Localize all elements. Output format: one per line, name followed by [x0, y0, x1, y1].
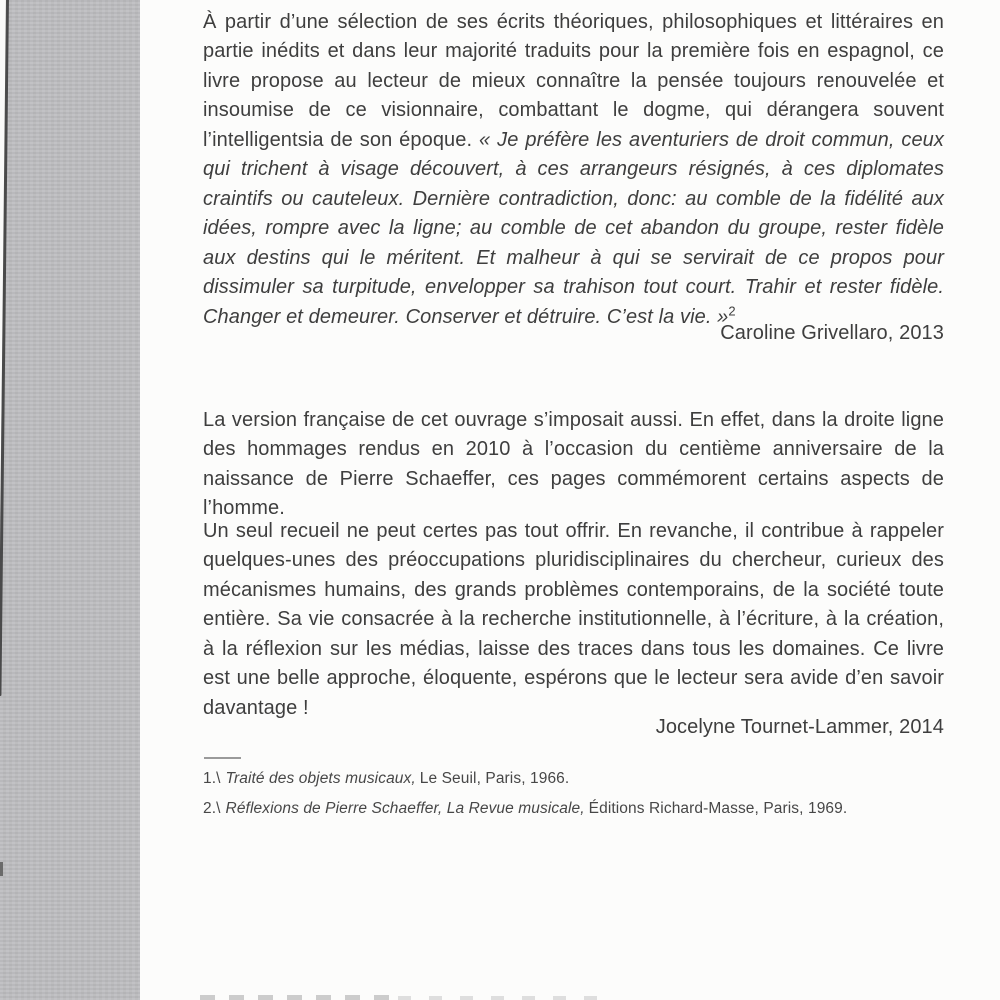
cutoff-line-artifact-dark: [200, 995, 395, 1000]
footnote-1: [203, 770, 944, 788]
paragraph-version-francaise: La version française de cet ouvrage s’imposait aussi. En effet, dans la droite ligne des hommages rendus en 2010 à l’occasion du centième anniversaire de la naissance de Pierre Schaeffer, ces pages commémorent certains aspects de l’homme.: [203, 409, 944, 520]
schaeffer-quote-italic: « Je préfère les aventuriers de droit commun, ceux qui trichent à visage découvert, à ces arrangeurs résignés, à ces diplomates craintifs ou cauteleux. Dernière contradiction, donc: au comble de la fidélité aux idées, rompre avec la ligne; au comble de cet abandon du groupe, rester fidèle aux destins qui le méritent. Et malheur à qui se servirait de ce propos pour dissimuler sa turpitude, envelopper sa trahison tout court. Trahir et rester fidèle. Changer et demeurer. Conserver et détruire. C’est la vie. »: [203, 128, 945, 328]
paragraph-un-seul-recueil: Un seul recueil ne peut certes pas tout offrir. En revanche, il contribue à rappeler quelques-unes des préoccupations pluridisciplinaires du chercheur, curieux des mécanismes humains, des grands problèmes contemporains, de la société toute entière. Sa vie consacrée à la recherche institutionnelle, à l’écriture, à la création, à la réflexion sur les médias, laisse des traces dans tous les domaines. Ce livre est une belle approche, éloquente, espérons que le lecteur sera avide d’en savoir davantage !: [203, 520, 944, 719]
footnote-separator-rule: [204, 757, 241, 759]
footnote-2-publisher: Éditions Richard-Masse, Paris, 1969.: [588, 800, 848, 817]
footnote-1-publisher: Le Seuil, Paris, 1966.: [419, 770, 570, 787]
signature-jocelyne-tournet-lammer: Jocelyne Tournet-Lammer, 2014: [655, 716, 944, 738]
footnote-2: [203, 800, 944, 818]
paragraph-roman-text: À partir d’une sélection de ses écrits théoriques, philosophiques et littéraires en partie inédits et dans leur majorité traduits pour la première fois en espagnol, ce livre propose au lecteur de mieux connaître la pensée toujours renouvelée et insoumise de ce visionnaire, combattant le dogme, qui dérangera souvent l’intelligentsia de son époque.: [203, 11, 944, 151]
footnote-2-title: Réflexions de Pierre Schaeffer, La Revue musicale,: [225, 800, 585, 817]
footnote-reference-2: 2: [728, 302, 736, 318]
footnote-1-marker: 1.\: [203, 770, 221, 787]
footnote-2-marker: 2.\: [203, 800, 221, 817]
footnote-1-title: Traité des objets musicaux,: [225, 770, 416, 787]
book-gutter-margin: [0, 0, 140, 1000]
paragraph-introduction: [203, 8, 944, 332]
cutoff-line-artifact-light: [398, 996, 603, 1000]
scan-artifact-speck: [0, 862, 3, 876]
signature-caroline-grivellaro: Caroline Grivellaro, 2013: [720, 322, 944, 344]
